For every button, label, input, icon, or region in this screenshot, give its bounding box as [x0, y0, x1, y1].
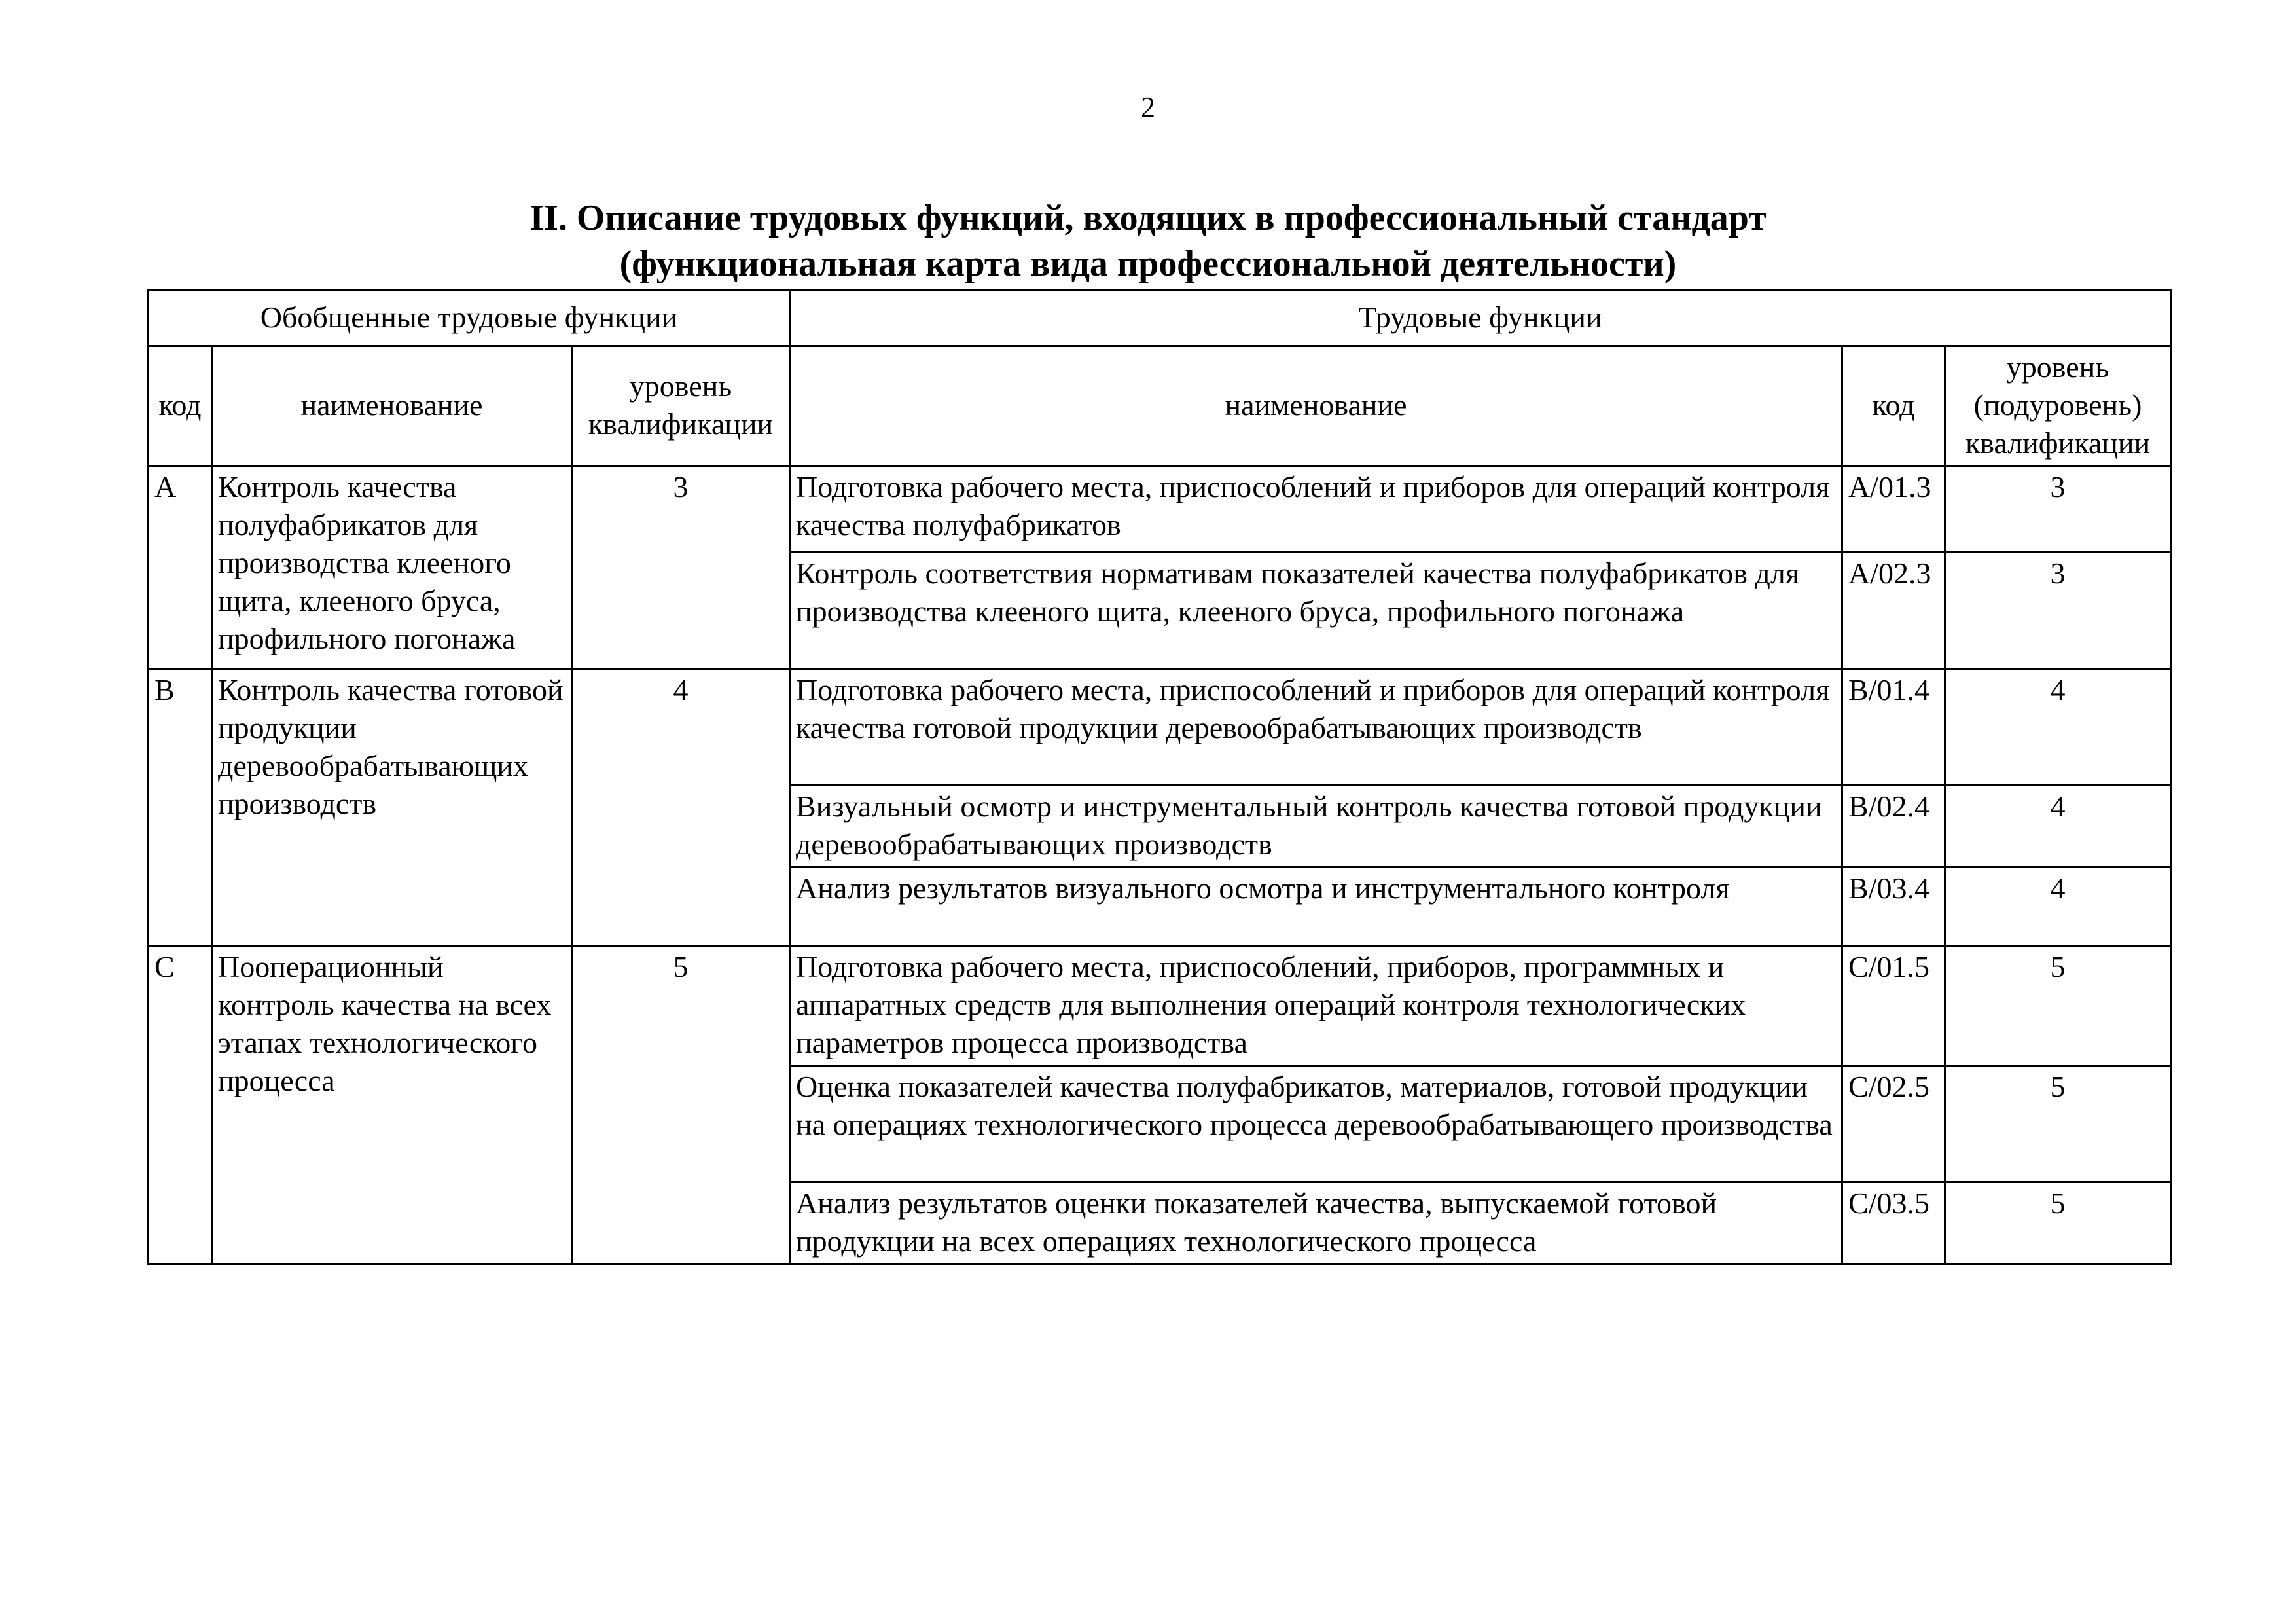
tf-level-cell: 3	[1945, 553, 2171, 669]
gen-level-cell: 4	[572, 669, 790, 946]
title-line-1: II. Описание трудовых функций, входящих в профессиональный стандарт	[529, 198, 1767, 238]
gen-code-header: код	[149, 346, 212, 466]
gen-level-cell: 3	[572, 466, 790, 669]
tf-name-cell: Подготовка рабочего места, приспособлений и приборов для операций контроля качества полуфабрикатов	[790, 466, 1842, 553]
tf-level-cell: 4	[1945, 786, 2171, 867]
table-row	[149, 669, 2171, 786]
gen-name-cell: Пооперационный контроль качества на всех этапах технологического процесса	[212, 946, 572, 1264]
group-header-row	[149, 291, 2171, 346]
tf-name-header: наименование	[790, 346, 1842, 466]
generalized-functions-header: Обобщенные трудовые функции	[149, 291, 790, 346]
gen-name-header: наименование	[212, 346, 572, 466]
column-header-row	[149, 346, 2171, 466]
tf-name-cell: Анализ результатов визуального осмотра и инструментального контроля	[790, 867, 1842, 946]
gen-name-cell: Контроль качества полуфабрикатов для производства клееного щита, клееного бруса, профильного погонажа	[212, 466, 572, 669]
tf-name-cell: Оценка показателей качества полуфабрикатов, материалов, готовой продукции на операциях технологического процесса деревообрабатывающего производства	[790, 1066, 1842, 1182]
functional-map-table	[147, 289, 2172, 1265]
table-row	[149, 946, 2171, 1066]
tf-code-cell: А/02.3	[1842, 553, 1945, 669]
tf-code-cell: С/02.5	[1842, 1066, 1945, 1182]
tf-level-cell: 5	[1945, 1182, 2171, 1264]
tf-code-cell: С/03.5	[1842, 1182, 1945, 1264]
gen-code-cell: А	[149, 466, 212, 669]
title-line-2: (функциональная карта вида профессиональной деятельности)	[619, 244, 1677, 284]
tf-name-cell: Контроль соответствия нормативам показателей качества полуфабрикатов для производства клееного щита, клееного бруса, профильного погонажа	[790, 553, 1842, 669]
tf-name-cell: Подготовка рабочего места, приспособлений и приборов для операций контроля качества готовой продукции деревообрабатывающих производств	[790, 669, 1842, 786]
tf-level-cell: 5	[1945, 1066, 2171, 1182]
tf-name-cell: Подготовка рабочего места, приспособлений, приборов, программных и аппаратных средств для выполнения операций контроля технологических параметров процесса производства	[790, 946, 1842, 1066]
tf-name-cell: Анализ результатов оценки показателей качества, выпускаемой готовой продукции на всех операциях технологического процесса	[790, 1182, 1842, 1264]
gen-name-cell: Контроль качества готовой продукции деревообрабатывающих производств	[212, 669, 572, 946]
labor-functions-header: Трудовые функции	[790, 291, 2171, 346]
gen-code-cell: В	[149, 669, 212, 946]
tf-code-cell: В/03.4	[1842, 867, 1945, 946]
tf-level-cell: 3	[1945, 466, 2171, 553]
table-row	[149, 466, 2171, 553]
page-title	[0, 195, 2296, 287]
tf-level-cell: 5	[1945, 946, 2171, 1066]
page-number: 2	[1141, 91, 1155, 123]
gen-level-header: уровень квалификации	[572, 346, 790, 466]
tf-code-cell: В/01.4	[1842, 669, 1945, 786]
gen-code-cell: С	[149, 946, 212, 1264]
tf-level-cell: 4	[1945, 669, 2171, 786]
tf-code-cell: В/02.4	[1842, 786, 1945, 867]
tf-level-cell: 4	[1945, 867, 2171, 946]
tf-code-cell: С/01.5	[1842, 946, 1945, 1066]
tf-level-header: уровень (подуровень) квалификации	[1945, 346, 2171, 466]
tf-name-cell: Визуальный осмотр и инструментальный контроль качества готовой продукции деревообрабатывающих производств	[790, 786, 1842, 867]
tf-code-cell: А/01.3	[1842, 466, 1945, 553]
tf-code-header: код	[1842, 346, 1945, 466]
gen-level-cell: 5	[572, 946, 790, 1264]
